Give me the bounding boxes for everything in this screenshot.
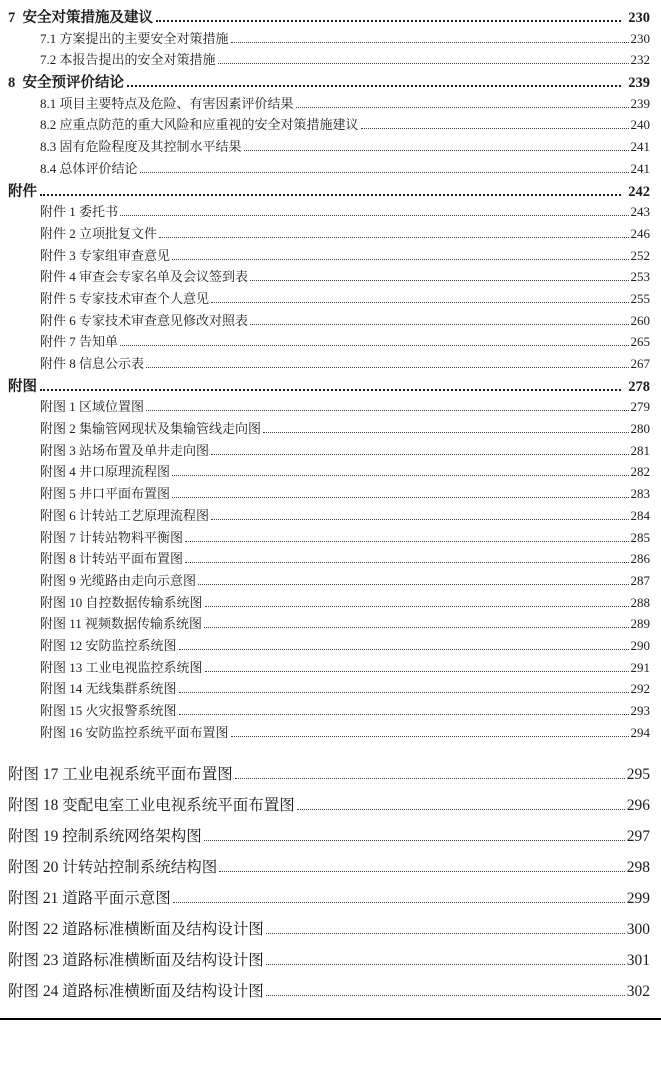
dotted-leader	[205, 606, 629, 607]
toc-entry-page-number: 241	[630, 139, 650, 155]
toc-entry[interactable]	[8, 93, 650, 115]
toc-entry-label: 附图 19 控制系统网络架构图	[8, 828, 202, 846]
toc-entry-page-number: 281	[630, 442, 650, 458]
dotted-leader	[218, 63, 629, 64]
toc-entry-label: 附件 6 专家技术审查意见修改对照表	[40, 312, 249, 328]
dotted-leader	[179, 649, 629, 650]
dotted-leader	[127, 85, 621, 87]
toc-entry[interactable]	[8, 201, 650, 223]
toc-entry-page-number: 253	[630, 269, 650, 285]
toc-entry-page-number: 292	[630, 681, 650, 697]
toc-entry[interactable]	[8, 396, 650, 418]
toc-entry-label: 附件 1 委托书	[40, 204, 119, 220]
dotted-leader	[204, 627, 628, 628]
toc-entry-page-number: 301	[626, 952, 650, 970]
toc-entry[interactable]	[8, 505, 650, 527]
toc-entry-page-number: 242	[628, 183, 650, 200]
toc-entry[interactable]	[8, 700, 650, 722]
toc-entry-page-number: 293	[630, 703, 650, 718]
toc-entry-label: 附件 3 专家组审查意见	[40, 247, 171, 263]
toc-entry-page-number: 283	[630, 486, 650, 502]
toc-entry[interactable]	[8, 6, 650, 28]
toc-entry-page-number: 241	[630, 160, 650, 176]
toc-entry-label: 附图 20 计转站控制系统结构图	[8, 859, 218, 877]
toc-entry-label: 8.1 项目主要特点及危险、有害因素评价结果	[40, 95, 294, 111]
dotted-leader	[231, 736, 629, 737]
toc-entry[interactable]	[8, 461, 650, 483]
toc-entry-page-number: 280	[630, 421, 650, 437]
toc-entry[interactable]	[8, 49, 650, 71]
toc-entry[interactable]	[8, 678, 650, 700]
dotted-leader	[185, 562, 628, 563]
toc-entry[interactable]	[8, 657, 650, 679]
toc-entry-label: 附图 16 安防监控系统平面布置图	[40, 724, 229, 740]
footer-divider	[0, 1018, 661, 1020]
dotted-leader	[266, 964, 625, 965]
toc-entry-label: 附图 11 视频数据传输系统图	[40, 616, 203, 632]
toc-entry-label: 7 安全对策措施及建议	[8, 10, 153, 26]
toc-entry[interactable]	[8, 288, 650, 310]
dotted-leader	[179, 714, 629, 715]
toc-entry-label: 附图 21 道路平面示意图	[8, 890, 171, 908]
toc-entry-label: 附图 23 道路标准横断面及结构设计图	[8, 952, 264, 970]
toc-entry-page-number: 297	[626, 828, 650, 846]
dotted-leader	[296, 107, 629, 108]
dotted-leader	[205, 671, 629, 672]
dotted-leader	[266, 933, 625, 934]
toc-entry-page-number: 282	[630, 464, 650, 480]
toc-entry-label: 附图 6 计转站工艺原理流程图	[40, 507, 210, 523]
toc-appendix-figures-list	[8, 762, 650, 1010]
toc-entry-label: 附图 9 光缆路由走向示意图	[40, 572, 197, 588]
toc-entry[interactable]	[8, 114, 650, 136]
toc-entry[interactable]	[8, 331, 650, 353]
toc-entry-label: 附件 4 审查会专家名单及会议签到表	[40, 269, 249, 285]
toc-entry[interactable]	[8, 917, 650, 948]
toc-entry-page-number: 278	[628, 378, 650, 395]
dotted-leader	[198, 584, 628, 585]
toc-entry-page-number: 290	[630, 637, 650, 653]
dotted-leader	[235, 778, 625, 779]
toc-entry-page-number: 288	[630, 594, 650, 610]
toc-main-list	[8, 6, 650, 743]
dotted-leader	[297, 809, 625, 810]
toc-entry-label: 附图 2 集输管网现状及集输管线走向图	[40, 421, 262, 437]
toc-entry-label: 附图 24 道路标准横断面及结构设计图	[8, 983, 264, 1001]
dotted-leader	[179, 692, 629, 693]
dotted-leader	[266, 995, 625, 996]
dotted-leader	[40, 194, 621, 196]
dotted-leader	[250, 324, 628, 325]
toc-entry-page-number: 294	[630, 724, 650, 740]
toc-entry[interactable]	[8, 570, 650, 592]
toc-entry-page-number: 279	[630, 399, 650, 415]
toc-entry-label: 附图 8 计转站平面布置图	[40, 551, 184, 567]
toc-entry[interactable]	[8, 613, 650, 635]
toc-entry[interactable]	[8, 71, 650, 93]
toc-entry-page-number: 295	[626, 766, 650, 784]
toc-entry-page-number: 284	[630, 507, 650, 523]
dotted-leader	[231, 42, 629, 43]
toc-entry-label: 附件	[8, 183, 37, 200]
toc-entry[interactable]	[8, 762, 650, 793]
dotted-leader	[244, 150, 629, 151]
toc-entry-label: 附图 7 计转站物料平衡图	[40, 529, 184, 545]
toc-entry-label: 8.4 总体评价结论	[40, 160, 138, 176]
toc-entry-label: 附图 3 站场布置及单井走向图	[40, 442, 210, 458]
toc-entry-page-number: 239	[628, 75, 650, 92]
dotted-leader	[219, 871, 624, 872]
toc-entry-label: 8.3 固有危险程度及其控制水平结果	[40, 139, 242, 155]
toc-entry-page-number: 239	[630, 95, 650, 111]
toc-entry-page-number: 287	[630, 572, 650, 588]
dotted-leader	[156, 20, 621, 22]
toc-entry-label: 附图 22 道路标准横断面及结构设计图	[8, 921, 264, 939]
toc-entry-label: 附图 14 无线集群系统图	[40, 681, 177, 697]
toc-entry-page-number: 246	[630, 225, 650, 241]
toc-entry[interactable]	[8, 158, 650, 180]
toc-entry[interactable]	[8, 418, 650, 440]
toc-entry-page-number: 298	[626, 859, 650, 877]
toc-entry[interactable]	[8, 353, 650, 375]
toc-entry[interactable]	[8, 483, 650, 505]
toc-entry-page-number: 291	[630, 659, 650, 675]
toc-entry[interactable]	[8, 223, 650, 245]
toc-entry-label: 附图 10 自控数据传输系统图	[40, 594, 203, 610]
toc-entry-label: 附图 4 井口原理流程图	[40, 464, 171, 480]
toc-entry[interactable]	[8, 180, 650, 202]
toc-entry-page-number: 300	[626, 921, 650, 939]
toc-entry[interactable]	[8, 824, 650, 855]
toc-entry[interactable]	[8, 948, 650, 979]
dotted-leader	[250, 280, 628, 281]
toc-entry[interactable]	[8, 886, 650, 917]
toc-entry[interactable]	[8, 28, 650, 50]
toc-entry-label: 附图 1 区域位置图	[40, 399, 145, 415]
toc-entry-label: 附图 13 工业电视监控系统图	[40, 659, 203, 675]
toc-entry[interactable]	[8, 440, 650, 462]
toc-entry-page-number: 230	[628, 10, 650, 26]
toc-entry-label: 附图 15 火灾报警系统图	[40, 703, 177, 718]
toc-entry[interactable]	[8, 266, 650, 288]
toc-entry-label: 附图	[8, 378, 37, 395]
dotted-leader	[40, 389, 621, 391]
toc-entry-label: 7.2 本报告提出的安全对策措施	[40, 52, 216, 68]
toc-entry-label: 附件 5 专家技术审查个人意见	[40, 290, 210, 306]
dotted-leader	[211, 454, 628, 455]
toc-entry-label: 8 安全预评价结论	[8, 75, 124, 92]
toc-entry[interactable]	[8, 310, 650, 332]
toc-entry-page-number: 286	[630, 551, 650, 567]
toc-entry[interactable]	[8, 245, 650, 267]
toc-entry[interactable]	[8, 979, 650, 1010]
toc-entry-page-number: 296	[626, 797, 650, 815]
toc-entry[interactable]	[8, 855, 650, 886]
toc-entry-page-number: 230	[630, 30, 650, 46]
dotted-leader	[172, 259, 628, 260]
toc-entry-page-number: 289	[630, 616, 650, 632]
dotted-leader	[120, 345, 628, 346]
dotted-leader	[361, 128, 629, 129]
toc-entry-label: 附件 7 告知单	[40, 334, 119, 350]
toc-entry-page-number: 243	[630, 204, 650, 220]
toc-entry[interactable]	[8, 635, 650, 657]
toc-entry[interactable]	[8, 527, 650, 549]
toc-entry-page-number: 240	[630, 117, 650, 133]
toc-entry-page-number: 285	[630, 529, 650, 545]
toc-entry-label: 7.1 方案提出的主要安全对策措施	[40, 30, 229, 46]
toc-entry-page-number: 265	[630, 334, 650, 350]
dotted-leader	[159, 237, 628, 238]
toc-entry[interactable]	[8, 592, 650, 614]
toc-entry[interactable]	[8, 722, 650, 744]
dotted-leader	[204, 840, 625, 841]
dotted-leader	[172, 475, 628, 476]
dotted-leader	[211, 519, 628, 520]
toc-entry-label: 附图 18 变配电室工业电视系统平面布置图	[8, 797, 295, 815]
dotted-leader	[146, 367, 628, 368]
dotted-leader	[146, 410, 628, 411]
toc-entry[interactable]	[8, 548, 650, 570]
dotted-leader	[185, 541, 628, 542]
dotted-leader	[263, 432, 628, 433]
dotted-leader	[173, 902, 625, 903]
dotted-leader	[211, 302, 628, 303]
toc-entry[interactable]	[8, 136, 650, 158]
toc-entry[interactable]	[8, 793, 650, 824]
toc-entry-label: 8.2 应重点防范的重大风险和应重视的安全对策措施建议	[40, 117, 359, 133]
toc-entry-page-number: 232	[630, 52, 650, 68]
toc-entry[interactable]	[8, 375, 650, 397]
toc-entry-page-number: 299	[626, 890, 650, 908]
toc-entry-page-number: 267	[630, 356, 650, 371]
toc-entry-page-number: 260	[630, 312, 650, 328]
toc-entry-page-number: 302	[626, 983, 650, 1001]
toc-entry-page-number: 255	[630, 290, 650, 306]
toc-entry-label: 附图 17 工业电视系统平面布置图	[8, 766, 233, 784]
dotted-leader	[140, 172, 629, 173]
dotted-leader	[172, 497, 628, 498]
toc-entry-page-number: 252	[630, 247, 650, 263]
toc-entry-label: 附图 12 安防监控系统图	[40, 637, 177, 653]
toc-entry-label: 附件 8 信息公示表	[40, 356, 145, 371]
dotted-leader	[120, 215, 628, 216]
toc-entry-label: 附图 5 井口平面布置图	[40, 486, 171, 502]
toc-entry-label: 附件 2 立项批复文件	[40, 225, 158, 241]
